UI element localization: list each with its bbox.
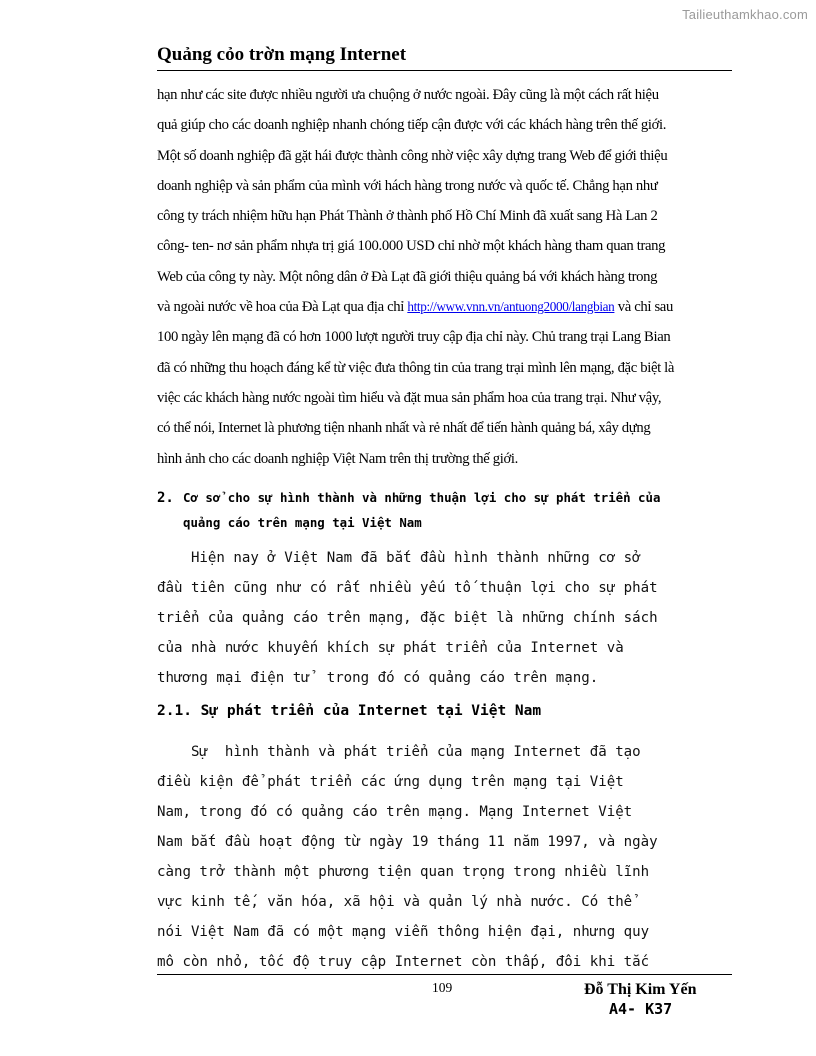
section-2-number: 2. [157,490,174,506]
class-code: A4- K37 [609,1000,673,1018]
langbian-link[interactable]: http://www.vnn.vn/antuong2000/langbian [407,299,615,315]
text-line: càng trở thành một phương tiện quan trọng trong nhiều lĩnh [157,864,650,880]
text-line: có thể nói, Internet là phương tiện nhanh nhất và rẻ nhất để tiến hành quảng bá, xây dựng [157,420,651,437]
text-line: Web của công ty này. Một nông dân ở Đà Lạt đã giới thiệu quảng bá với khách hàng trong [157,268,658,285]
text-line-with-link [157,292,735,322]
page-header [157,44,732,71]
text-line: thương mại điện tử trong đó có quảng cáo trên mạng. [157,670,599,686]
link-suffix: và chỉ sau [614,299,673,316]
footer-divider [157,974,732,975]
text-line: mô còn nhỏ, tốc độ truy cập Internet còn thấp, đôi khi tắc [157,954,650,970]
text-line: của nhà nước khuyến khích sự phát triển của Internet và [157,640,624,656]
section-2-title-line-1: Cơ sở cho sự hình thành và những thuận lợi cho sự phát triển của [183,490,661,505]
header-title: Quảng cỏo trờn mạng Internet [157,44,407,65]
text-line: công ty trách nhiệm hữu hạn Phát Thành ở thành phố Hồ Chí Minh đã xuất sang Hà Lan 2 [157,208,658,225]
intro-paragraph [157,80,735,474]
text-line: Nam, trong đó có quảng cáo trên mạng. Mạng Internet Việt [157,804,633,820]
text-line: Nam bắt đầu hoạt động từ ngày 19 tháng 11 năm 1997, và ngày [157,834,658,850]
text-line: vực kinh tế, văn hóa, xã hội và quản lý nhà nước. Có thể [157,894,633,910]
text-line: hình ảnh cho các doanh nghiệp Việt Nam trên thị trường thế giới. [157,450,518,467]
section-2-1-number: 2.1. [157,703,192,719]
text-line: quả giúp cho các doanh nghiệp nhanh chóng tiếp cận được với các khách hàng trên thế giới. [157,117,667,134]
text-line: Sự hình thành và phát triển của mạng Internet đã tạo [157,744,641,760]
text-line: điều kiện để phát triển các ứng dụng trên mạng tại Việt [157,774,624,790]
text-line: nói Việt Nam đã có một mạng viễn thông hiện đại, nhưng quy [157,924,650,940]
text-line: doanh nghiệp và sản phẩm của mình với hách hàng trong nước và quốc tế. Chẳng hạn như [157,177,658,194]
section-2-1-heading [157,703,541,719]
text-line: Một số doanh nghiệp đã gặt hái được thành công nhờ việc xây dựng trang Web để giới thiệu [157,147,668,164]
text-line: đã có những thu hoạch đáng kể từ việc đưa thông tin của trang trại mình lên mạng, đặc biệt là [157,359,675,376]
section-2-paragraph [157,543,735,693]
section-2-title-line-2: quảng cáo trên mạng tại Việt Nam [183,515,422,530]
section-2-1-title: Sự phát triển của Internet tại Việt Nam [200,703,542,719]
text-line: đầu tiên cũng như có rất nhiều yếu tố thuận lợi cho sự phát [157,580,658,596]
author-name: Đỗ Thị Kim Yến [584,981,697,998]
text-line: Hiện nay ở Việt Nam đã bắt đầu hình thành những cơ sở [157,550,641,566]
page-number: 109 [432,980,453,995]
section-2-1-paragraph [157,737,735,977]
text-line: công- ten- nơ sản phẩm nhựa trị giá 100.000 USD chỉ nhờ một khách hàng tham quan trang [157,238,666,255]
text-line: hạn như các site được nhiều người ưa chuộng ở nước ngoài. Đây cũng là một cách rất hiệu [157,87,659,103]
watermark: Tailieuthamkhao.com [682,7,808,22]
link-prefix: và ngoài nước về hoa của Đà Lạt qua địa chỉ [157,299,408,316]
text-line: triển của quảng cáo trên mạng, đặc biệt là những chính sách [157,610,658,626]
text-line: 100 ngày lên mạng đã có hơn 1000 lượt người truy cập địa chỉ này. Chủ trang trại Lang Bian [157,329,671,346]
text-line: việc các khách hàng nước ngoài tìm hiểu và đặt mua sản phẩm hoa của trang trại. Như vậy, [157,389,662,406]
